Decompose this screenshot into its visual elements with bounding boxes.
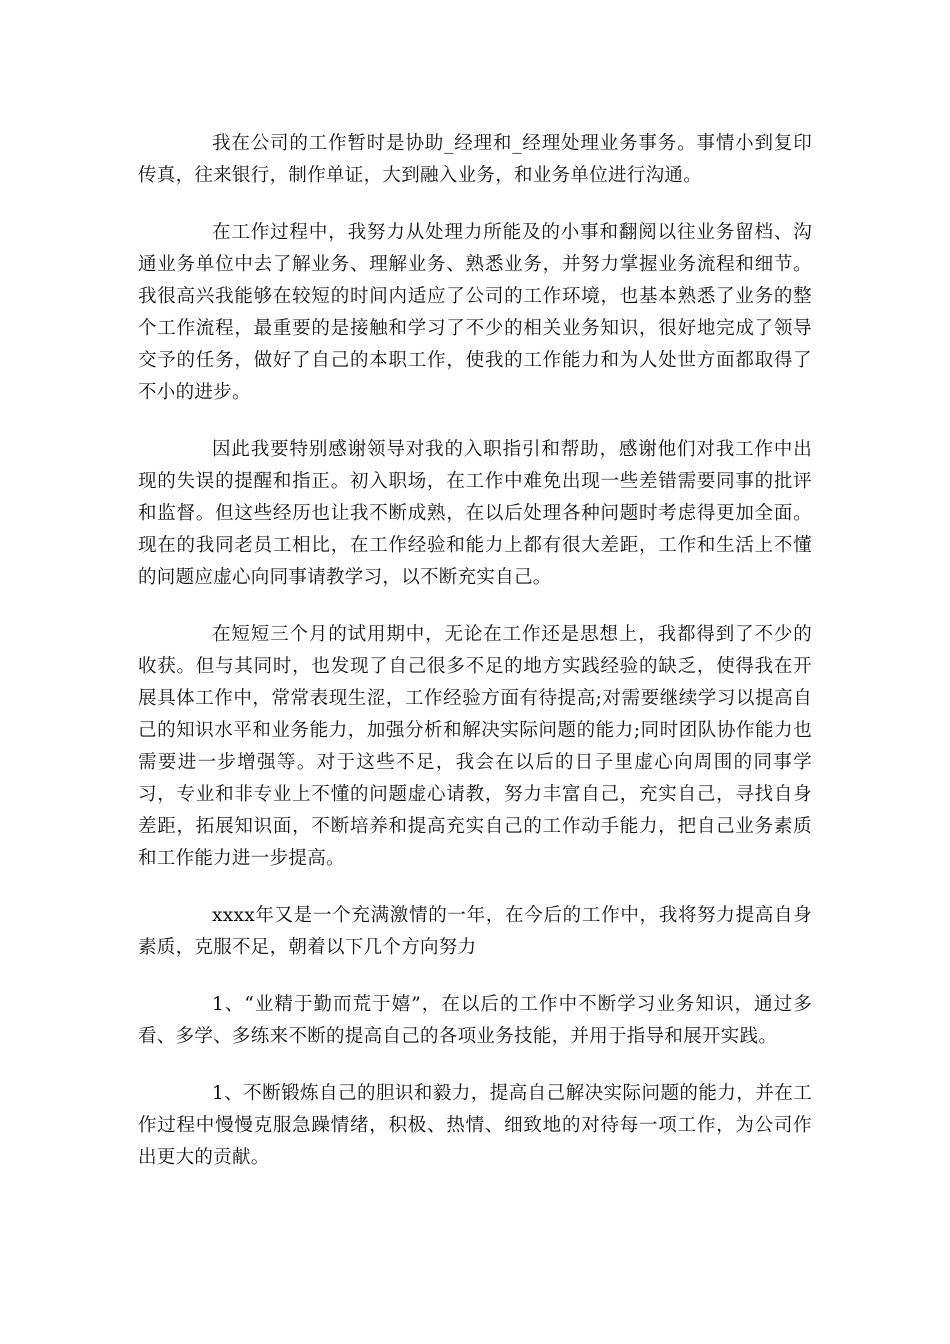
paragraph: 在工作过程中，我努力从处理力所能及的小事和翻阅以往业务留档、沟通业务单位中去了解业务、理解业务、熟悉业务，并努力掌握业务流程和细节。我很高兴我能够在较短的时间内适应了公司的工作环境，也基本熟悉了业务的整个工作流程，最重要的是接触和学习了不少的相关业务知识，很好地完成了领导交予的任务，做好了自己的本职工作，使我的工作能力和为人处世方面都取得了不小的进步。 [138, 222, 812, 403]
paragraph: 在短短三个月的试用期中，无论在工作还是思想上，我都得到了不少的收获。但与其同时，也发现了自己很多不足的地方实践经验的缺乏，使得我在开展具体工作中，常常表现生涩，工作经验方面有待提高;对需要继续学习以提高自己的知识水平和业务能力，加强分析和解决实际问题的能力;同时团队协作能力也需要进一步增强等。对于这些不足，我会在以后的日子里虚心向周围的同事学习，专业和非专业上不懂的问题虚心请教，努力丰富自己，充实自己，寻找自身差距，拓展知识面，不断培养和提高充实自己的工作动手能力，把自己业务素质和工作能力进一步提高。 [138, 624, 812, 869]
paragraph: 我在公司的工作暂时是协助_经理和_经理处理业务事务。事情小到复印传真，往来银行，制作单证，大到融入业务，和业务单位进行沟通。 [138, 133, 812, 186]
paragraph: 因此我要特别感谢领导对我的入职指引和帮助，感谢他们对我工作中出现的失误的提醒和指正。初入职场，在工作中难免出现一些差错需要同事的批评和监督。但这些经历也让我不断成熟，在以后处理各种问题时考虑得更加全面。现在的我同老员工相比，在工作经验和能力上都有很大差距，工作和生活上不懂的问题应虚心向同事请教学习，以不断充实自己。 [138, 439, 812, 588]
paragraph: xxxx年又是一个充满激情的一年，在今后的工作中，我将努力提高自身素质，克服不足，朝着以下几个方向努力 [138, 905, 812, 958]
paragraph: 1、“业精于勤而荒于嬉”，在以后的工作中不断学习业务知识，通过多看、多学、多练来不断的提高自己的各项业务技能，并用于指导和展开实践。 [138, 994, 812, 1047]
paragraph: 1、不断锻炼自己的胆识和毅力，提高自己解决实际问题的能力，并在工作过程中慢慢克服急躁情绪，积极、热情、细致地的对待每一项工作，为公司作出更大的贡献。 [138, 1083, 812, 1168]
document-body [138, 128, 812, 1174]
